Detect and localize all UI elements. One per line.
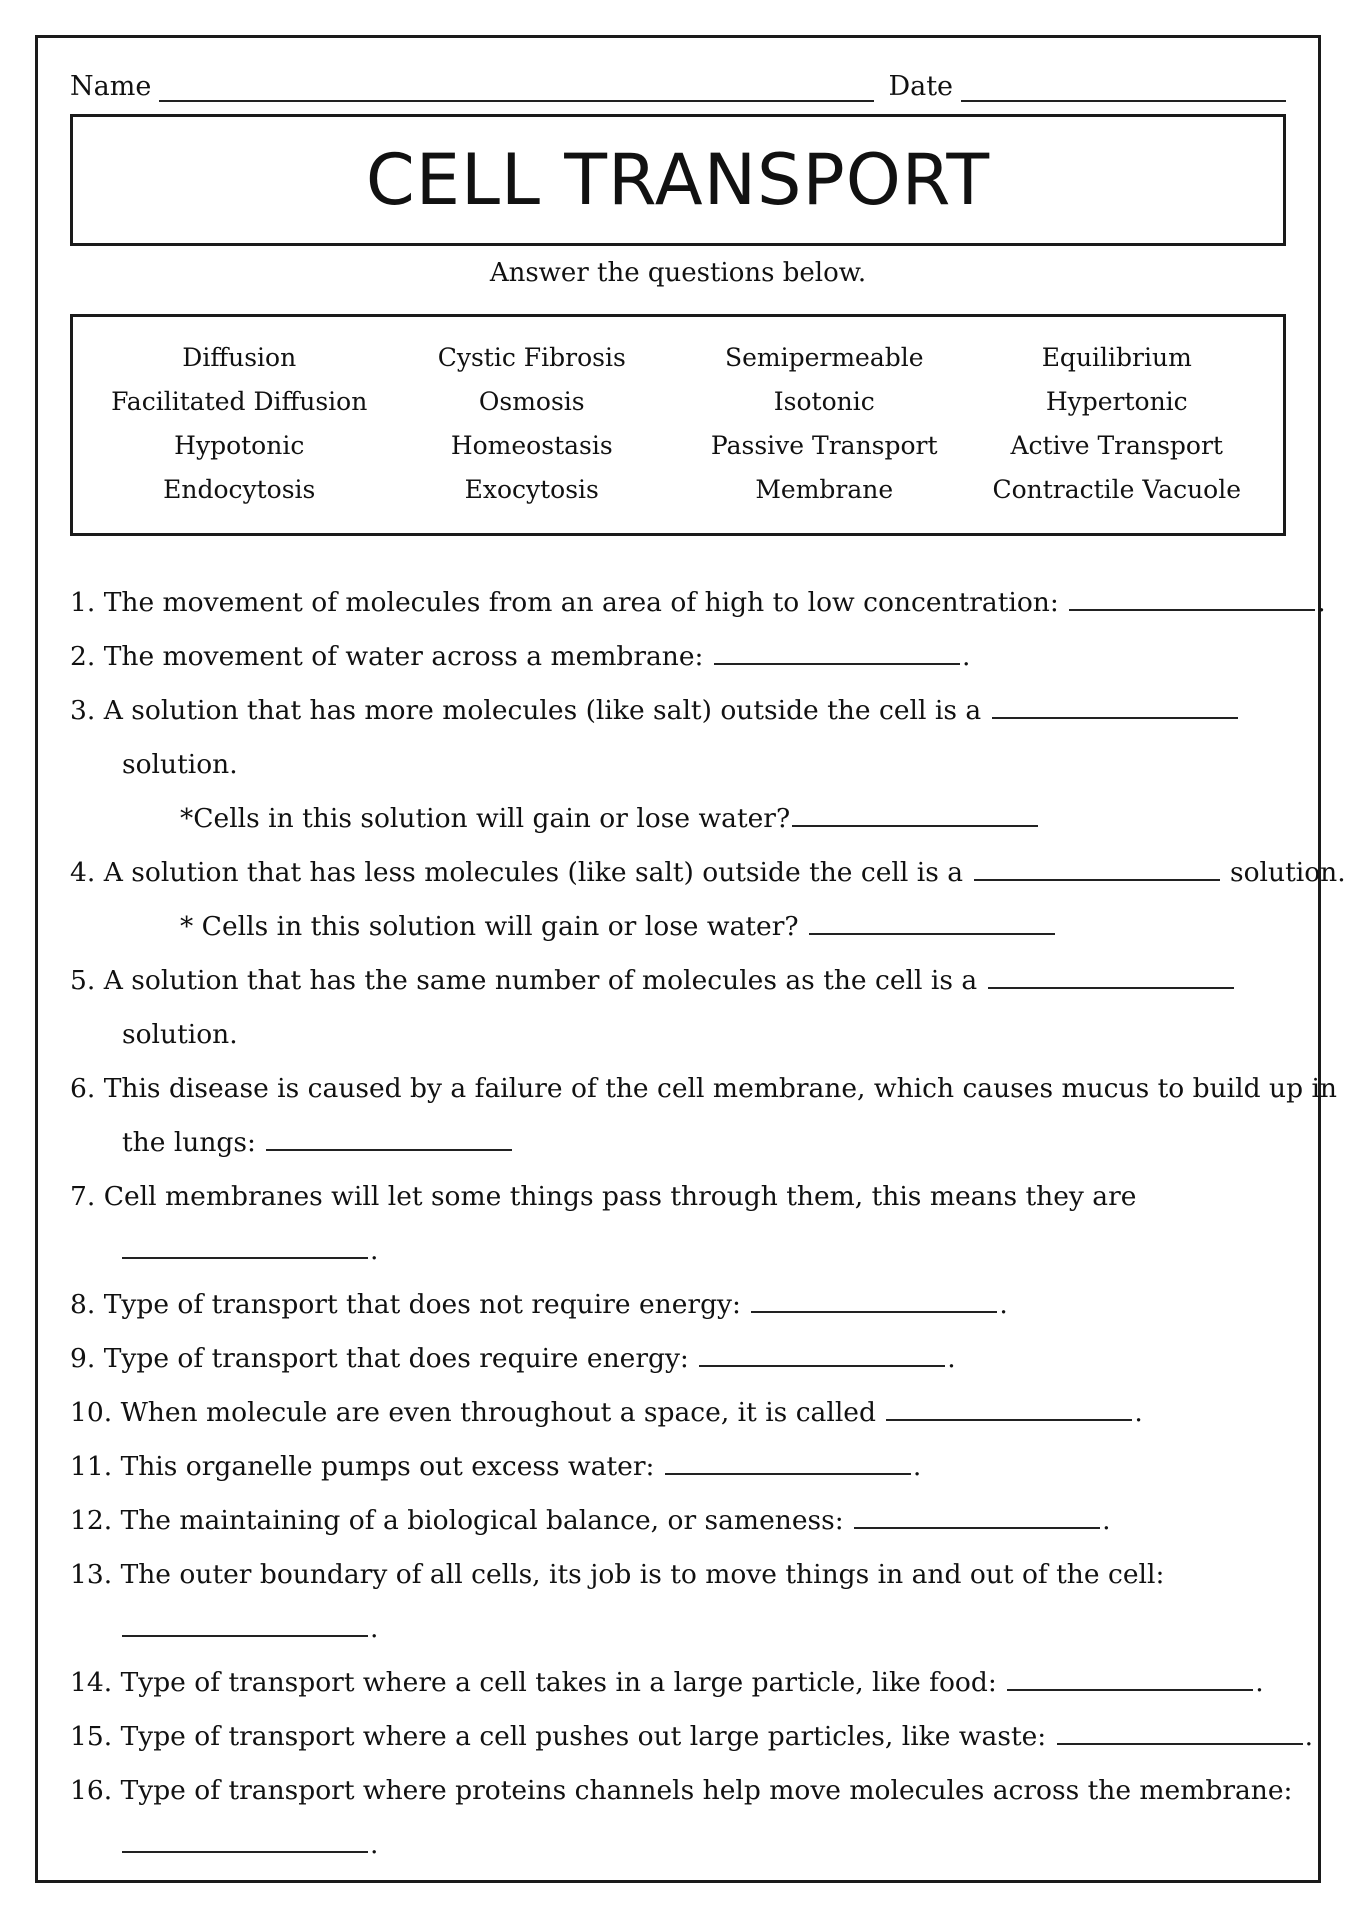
period: . — [1134, 1397, 1143, 1428]
question-text: 14. Type of transport where a cell takes in a large particle, like food: — [70, 1667, 997, 1698]
answer-blank[interactable] — [266, 1119, 512, 1151]
answer-blank[interactable] — [122, 1605, 368, 1637]
word-bank — [70, 314, 1286, 536]
question-text: 12. The maintaining of a biological balance, or sameness: — [70, 1505, 844, 1536]
question-list — [70, 576, 1346, 1872]
answer-blank[interactable] — [699, 1335, 945, 1367]
answer-blank[interactable] — [974, 849, 1220, 881]
period: . — [1304, 1721, 1314, 1752]
word-bank-item: Facilitated Diffusion — [111, 387, 368, 416]
question-text: * Cells in this solution will gain or lose water? — [180, 911, 799, 942]
word-bank-item: Endocytosis — [163, 475, 316, 504]
answer-blank[interactable] — [854, 1497, 1100, 1529]
period: . — [961, 641, 971, 672]
answer-blank[interactable] — [809, 903, 1055, 935]
question-text: 13. The outer boundary of all cells, its job is to move things in and out of the cell: — [70, 1559, 1165, 1590]
word-bank-item: Membrane — [755, 475, 894, 504]
question-14 — [70, 1656, 1286, 1710]
question-text: 8. Type of transport that does not require energy: — [70, 1289, 741, 1320]
question-text: 5. A solution that has the same number of molecules as the cell is a — [70, 965, 978, 996]
question-10 — [70, 1386, 1286, 1440]
instructions: Answer the questions below. — [489, 258, 867, 288]
answer-blank[interactable] — [992, 687, 1238, 719]
date-label: Date — [888, 71, 954, 102]
name-label: Name — [70, 71, 152, 102]
period: . — [1255, 1667, 1264, 1698]
question-6-continued — [70, 1116, 1286, 1170]
question-text: 7. Cell membranes will let some things pass through them, this means they are — [70, 1181, 1137, 1212]
question-text: 9. Type of transport that does require energy: — [70, 1343, 689, 1374]
question-1 — [70, 576, 1326, 630]
period: . — [1317, 587, 1326, 618]
answer-blank[interactable] — [886, 1389, 1132, 1421]
question-16-continued — [70, 1818, 1286, 1872]
question-13 — [70, 1548, 1286, 1602]
word-bank-item: Semipermeable — [724, 343, 924, 372]
answer-blank[interactable] — [714, 633, 960, 665]
question-2 — [70, 630, 1286, 684]
question-16 — [70, 1764, 1293, 1818]
question-text: 3. A solution that has more molecules (like salt) outside the cell is a — [70, 695, 982, 726]
name-date-row — [70, 62, 1286, 102]
question-text: 1. The movement of molecules from an area of high to low concentration: — [70, 587, 1059, 618]
period: . — [370, 1613, 379, 1644]
question-11 — [70, 1440, 1286, 1494]
period: . — [370, 1235, 379, 1266]
word-bank-item: Exocytosis — [464, 475, 599, 504]
question-text: solution. — [122, 1019, 238, 1050]
period: . — [947, 1343, 956, 1374]
question-7 — [70, 1170, 1286, 1224]
question-13-continued — [70, 1602, 1286, 1656]
answer-blank[interactable] — [1069, 579, 1315, 611]
answer-blank[interactable] — [122, 1227, 368, 1259]
question-text: 10. When molecule are even throughout a space, it is called — [70, 1397, 876, 1428]
question-4-followup — [70, 900, 1286, 954]
question-text: the lungs: — [122, 1127, 256, 1158]
question-text: 2. The movement of water across a membrane: — [70, 641, 704, 672]
question-9 — [70, 1332, 1286, 1386]
question-8 — [70, 1278, 1286, 1332]
answer-blank[interactable] — [1007, 1659, 1253, 1691]
question-15 — [70, 1710, 1314, 1764]
word-bank-item: Equilibrium — [1041, 343, 1192, 372]
word-bank-item: Isotonic — [773, 387, 875, 416]
word-bank-item: Diffusion — [182, 343, 297, 372]
answer-blank[interactable] — [1057, 1713, 1303, 1745]
question-4 — [70, 846, 1346, 900]
question-text: 4. A solution that has less molecules (like salt) outside the cell is a — [70, 857, 964, 888]
question-3-continued — [70, 738, 1286, 792]
date-field[interactable] — [961, 74, 1286, 102]
question-3-followup — [70, 792, 1286, 846]
title-box — [70, 114, 1286, 246]
question-text: 16. Type of transport where proteins channels help move molecules across the membrane: — [70, 1775, 1293, 1806]
word-bank-item: Homeostasis — [450, 431, 613, 460]
answer-blank[interactable] — [988, 957, 1234, 989]
question-6 — [70, 1062, 1337, 1116]
question-text: solution. — [1229, 857, 1346, 888]
question-text: *Cells in this solution will gain or lose water? — [180, 803, 791, 834]
word-bank-item: Passive Transport — [710, 431, 938, 460]
period: . — [912, 1451, 922, 1482]
question-text: 15. Type of transport where a cell pushes out large particles, like waste: — [70, 1721, 1047, 1752]
question-text: 11. This organelle pumps out excess water: — [70, 1451, 655, 1482]
page-title: CELL TRANSPORT — [365, 139, 991, 221]
question-5-continued — [70, 1008, 1286, 1062]
word-bank-item: Active Transport — [1010, 431, 1223, 460]
question-text: 6. This disease is caused by a failure of the cell membrane, which causes mucus to build up in — [70, 1073, 1337, 1104]
word-bank-item: Contractile Vacuole — [992, 475, 1242, 504]
period: . — [370, 1829, 379, 1860]
question-text: solution. — [122, 749, 238, 780]
period: . — [999, 1289, 1008, 1320]
question-3 — [70, 684, 1286, 738]
word-bank-item: Osmosis — [478, 387, 585, 416]
answer-blank[interactable] — [665, 1443, 911, 1475]
name-field[interactable] — [159, 74, 874, 102]
question-7-continued — [70, 1224, 1286, 1278]
word-bank-item: Hypotonic — [174, 431, 305, 460]
question-5 — [70, 954, 1286, 1008]
answer-blank[interactable] — [751, 1281, 997, 1313]
answer-blank[interactable] — [792, 795, 1038, 827]
word-bank-item: Cystic Fibrosis — [437, 343, 626, 372]
question-12 — [70, 1494, 1286, 1548]
period: . — [1102, 1505, 1111, 1536]
word-bank-item: Hypertonic — [1045, 387, 1188, 416]
answer-blank[interactable] — [122, 1821, 368, 1853]
